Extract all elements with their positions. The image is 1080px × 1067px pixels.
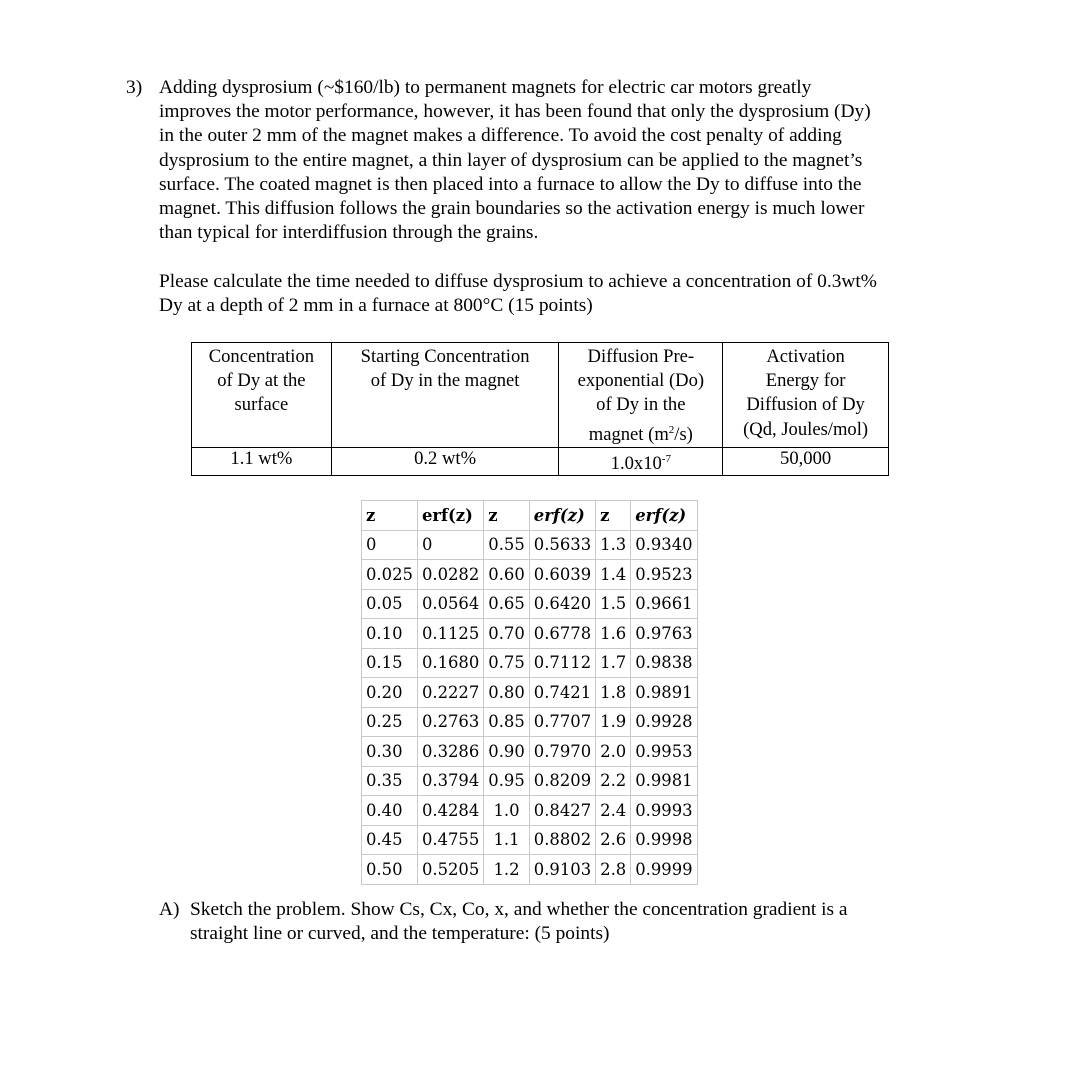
erf-row bbox=[362, 648, 698, 678]
parameters-header-row bbox=[192, 343, 889, 448]
task-statement bbox=[159, 270, 877, 318]
erf-cell: 0.05 bbox=[362, 589, 418, 619]
task-line: Please calculate the time needed to diffuse dysprosium to achieve a concentration of 0.3wt% bbox=[159, 271, 877, 292]
erf-table-body bbox=[362, 530, 698, 884]
erf-header-erf: erf(z) bbox=[631, 501, 697, 531]
erf-cell: 0.9999 bbox=[631, 855, 697, 885]
erf-cell: 1.0 bbox=[484, 796, 530, 826]
part-a-line: straight line or curved, and the temperature: (5 points) bbox=[190, 923, 610, 945]
erf-cell: 1.2 bbox=[484, 855, 530, 885]
erf-cell: 0.0282 bbox=[417, 560, 483, 590]
erf-cell: 0.70 bbox=[484, 619, 530, 649]
question-line: in the outer 2 mm of the magnet makes a difference. To avoid the cost penalty of adding bbox=[159, 125, 842, 147]
param-header-diffusion-preexponential: Diffusion Pre- exponential (Do) of Dy in the magnet $(m^2/s)$ bbox=[559, 343, 723, 448]
erf-row bbox=[362, 855, 698, 885]
erf-cell: 0.30 bbox=[362, 737, 418, 767]
param-value-starting-concentration: 0.2 wt% bbox=[331, 448, 559, 476]
part-a-label: A) bbox=[159, 899, 180, 920]
erf-cell: 0.75 bbox=[484, 648, 530, 678]
erf-cell: 0.6778 bbox=[529, 619, 595, 649]
erf-cell: 0.9981 bbox=[631, 766, 697, 796]
erf-cell: 0.9838 bbox=[631, 648, 697, 678]
question-line: surface. The coated magnet is then placed into a furnace to allow the Dy to diffuse into the bbox=[159, 173, 862, 195]
erf-cell: 1.1 bbox=[484, 825, 530, 855]
erf-cell: 0 bbox=[417, 530, 483, 560]
erf-cell: 2.6 bbox=[596, 825, 631, 855]
erf-header-z: z bbox=[596, 501, 631, 531]
erf-cell: 0.65 bbox=[484, 589, 530, 619]
parameters-table bbox=[191, 342, 889, 476]
question-line: Adding dysprosium (~$160/lb) to permanent magnets for electric car motors greatly bbox=[159, 77, 812, 98]
erf-row bbox=[362, 825, 698, 855]
erf-row bbox=[362, 766, 698, 796]
parameters-value-row bbox=[192, 448, 889, 476]
erf-cell: 0.9661 bbox=[631, 589, 697, 619]
erf-row bbox=[362, 619, 698, 649]
erf-cell: 0.9928 bbox=[631, 707, 697, 737]
erf-cell: 0.9523 bbox=[631, 560, 697, 590]
erf-cell: 0.20 bbox=[362, 678, 418, 708]
erf-cell: 2.0 bbox=[596, 737, 631, 767]
param-header-surface-concentration: Concentration of Dy at the surface bbox=[192, 343, 332, 448]
erf-cell: 0.9891 bbox=[631, 678, 697, 708]
erf-cell: 1.7 bbox=[596, 648, 631, 678]
erf-cell: 0.9103 bbox=[529, 855, 595, 885]
erf-cell: 0.1680 bbox=[417, 648, 483, 678]
erf-cell: 0.5633 bbox=[529, 530, 595, 560]
erf-cell: 0.8802 bbox=[529, 825, 595, 855]
erf-cell: 0.55 bbox=[484, 530, 530, 560]
erf-cell: 0.35 bbox=[362, 766, 418, 796]
erf-cell: 0.6420 bbox=[529, 589, 595, 619]
part-a-line: Sketch the problem. Show Cs, Cx, Co, x, and whether the concentration gradient is a bbox=[190, 899, 848, 920]
erf-row bbox=[362, 707, 698, 737]
part-a-text bbox=[190, 898, 848, 946]
erf-cell: 1.9 bbox=[596, 707, 631, 737]
erf-cell: 0.9993 bbox=[631, 796, 697, 826]
erf-cell: 0.95 bbox=[484, 766, 530, 796]
erf-cell: 0.9340 bbox=[631, 530, 697, 560]
erf-cell: 1.6 bbox=[596, 619, 631, 649]
erf-cell: 0.7707 bbox=[529, 707, 595, 737]
erf-cell: 0.15 bbox=[362, 648, 418, 678]
param-header-activation-energy: Activation Energy for Diffusion of Dy (Qd, Joules/mol) bbox=[723, 343, 889, 448]
erf-cell: 1.3 bbox=[596, 530, 631, 560]
erf-cell: 1.4 bbox=[596, 560, 631, 590]
question-text bbox=[159, 76, 959, 245]
erf-cell: 0.2227 bbox=[417, 678, 483, 708]
erf-row bbox=[362, 678, 698, 708]
erf-cell: 0.5205 bbox=[417, 855, 483, 885]
erf-cell: 0.7421 bbox=[529, 678, 595, 708]
erf-cell: 0.8209 bbox=[529, 766, 595, 796]
erf-cell: 0.25 bbox=[362, 707, 418, 737]
erf-cell: 0.7112 bbox=[529, 648, 595, 678]
erf-header-row bbox=[362, 501, 698, 531]
erf-cell: 0.2763 bbox=[417, 707, 483, 737]
erf-cell: 0.4284 bbox=[417, 796, 483, 826]
erf-cell: 0.10 bbox=[362, 619, 418, 649]
erf-cell: 0.0564 bbox=[417, 589, 483, 619]
question-line: dysprosium to the entire magnet, a thin layer of dysprosium can be applied to the magnet’s bbox=[159, 149, 863, 171]
erf-cell: 1.5 bbox=[596, 589, 631, 619]
erf-row bbox=[362, 737, 698, 767]
erf-table bbox=[361, 500, 698, 885]
erf-cell: 0.85 bbox=[484, 707, 530, 737]
erf-header-z: z bbox=[484, 501, 530, 531]
erf-cell: 0.7970 bbox=[529, 737, 595, 767]
erf-cell: 2.8 bbox=[596, 855, 631, 885]
erf-cell: 2.4 bbox=[596, 796, 631, 826]
param-header-starting-concentration: Starting Concentration of Dy in the magnet bbox=[331, 343, 559, 448]
question-line: than typical for interdiffusion through the grains. bbox=[159, 222, 539, 244]
erf-cell: 0.45 bbox=[362, 825, 418, 855]
erf-cell: 0.90 bbox=[484, 737, 530, 767]
erf-cell: 0.3794 bbox=[417, 766, 483, 796]
erf-cell: 0.1125 bbox=[417, 619, 483, 649]
erf-header-erf: erf(z) bbox=[417, 501, 483, 531]
erf-cell: 0.50 bbox=[362, 855, 418, 885]
erf-header-z: z bbox=[362, 501, 418, 531]
erf-cell: 0.6039 bbox=[529, 560, 595, 590]
erf-cell: 0 bbox=[362, 530, 418, 560]
erf-cell: 0.3286 bbox=[417, 737, 483, 767]
erf-cell: 0.9953 bbox=[631, 737, 697, 767]
erf-cell: 2.2 bbox=[596, 766, 631, 796]
erf-row bbox=[362, 796, 698, 826]
erf-cell: 0.4755 bbox=[417, 825, 483, 855]
erf-cell: 1.8 bbox=[596, 678, 631, 708]
erf-row bbox=[362, 530, 698, 560]
erf-cell: 0.9763 bbox=[631, 619, 697, 649]
erf-cell: 0.80 bbox=[484, 678, 530, 708]
param-value-diffusion-preexponential: $1.0x10^{-7}$ bbox=[559, 448, 723, 476]
question-line: magnet. This diffusion follows the grain boundaries so the activation energy is much lower bbox=[159, 198, 865, 220]
erf-cell: 0.9998 bbox=[631, 825, 697, 855]
erf-row bbox=[362, 560, 698, 590]
erf-cell: 0.60 bbox=[484, 560, 530, 590]
question-number: 3) bbox=[126, 77, 143, 98]
erf-cell: 0.025 bbox=[362, 560, 418, 590]
erf-cell: 0.8427 bbox=[529, 796, 595, 826]
param-value-activation-energy: 50,000 bbox=[723, 448, 889, 476]
erf-row bbox=[362, 589, 698, 619]
param-value-surface-concentration: 1.1 wt% bbox=[192, 448, 332, 476]
erf-cell: 0.40 bbox=[362, 796, 418, 826]
task-line: Dy at a depth of 2 mm in a furnace at 800°C (15 points) bbox=[159, 295, 593, 317]
question-line: improves the motor performance, however, it has been found that only the dysprosium (Dy) bbox=[159, 101, 871, 123]
erf-header-erf: erf(z) bbox=[529, 501, 595, 531]
